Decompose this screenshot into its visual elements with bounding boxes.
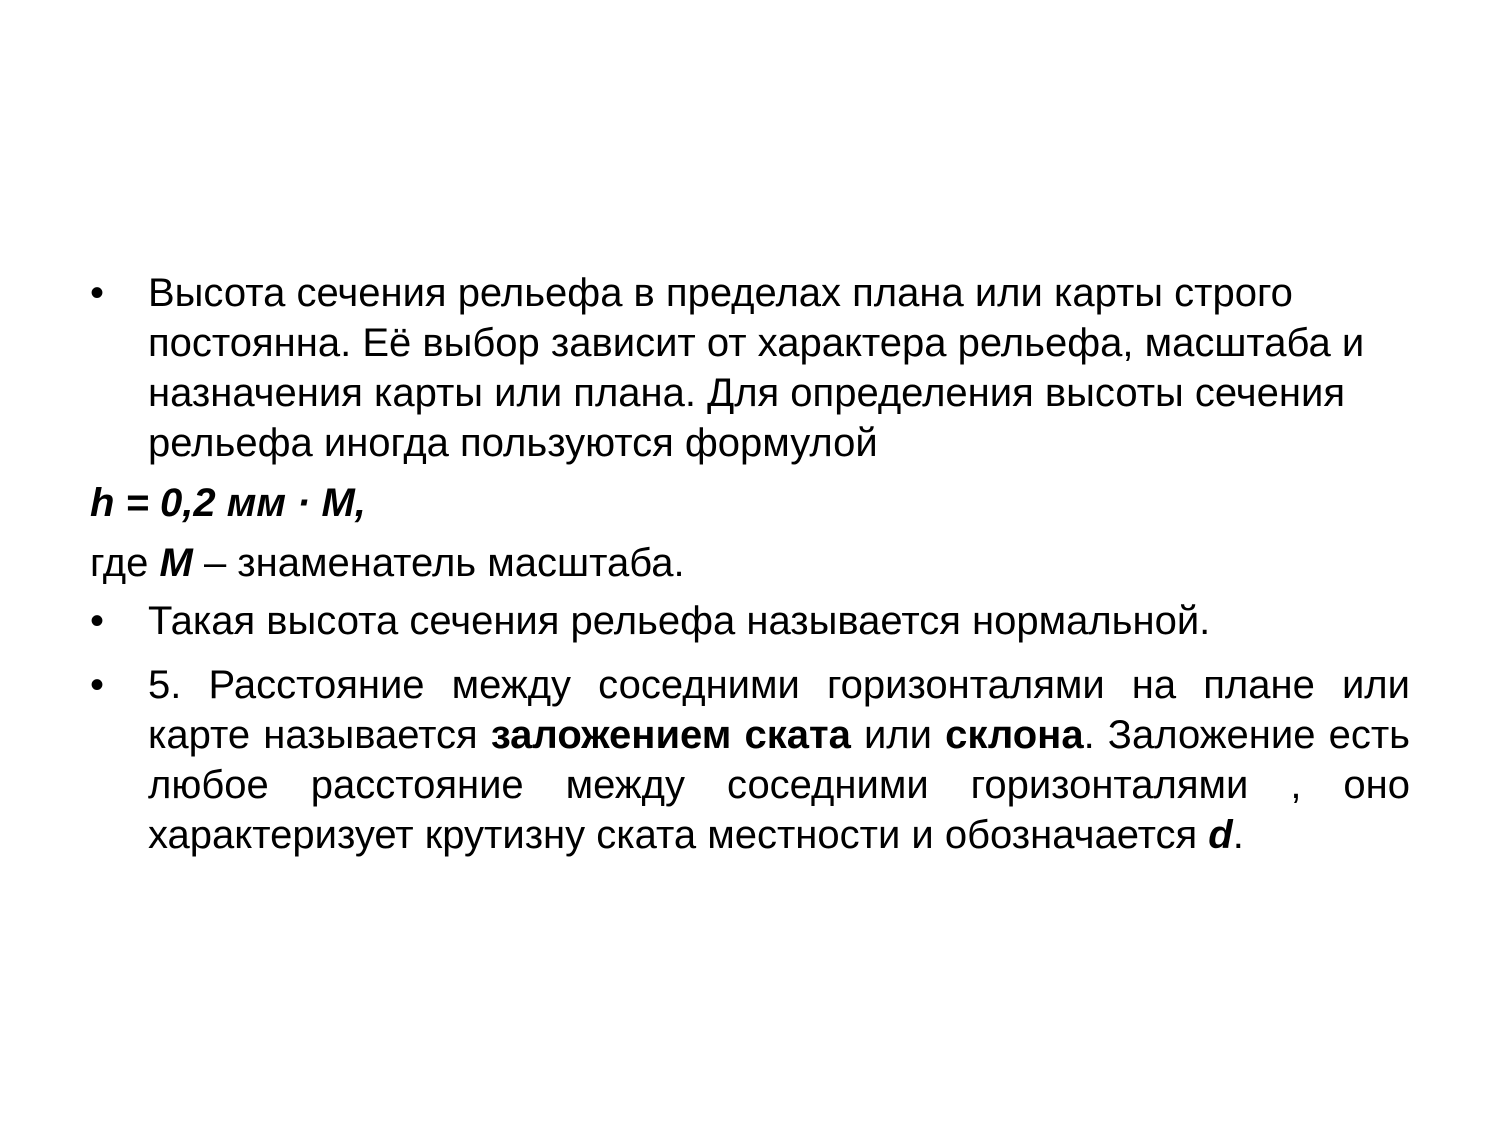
formula-line [90, 478, 1410, 528]
formula-text: h = 0,2 мм · М, [90, 481, 366, 525]
bullet-icon: • [90, 599, 105, 643]
where-symbol: М [159, 541, 193, 585]
where-prefix: где [90, 541, 160, 585]
slope-text-part-1: 5. Расстояние между соседними горизонталями на плане или карте называется [148, 663, 1410, 757]
slope-text-part-4: . [1232, 813, 1244, 857]
term-slope: склона [945, 713, 1084, 757]
bullet-icon: • [90, 663, 105, 707]
bullet-paragraph-slope-spacing [90, 660, 1410, 860]
paragraph-normal-interval-text: Такая высота сечения рельефа называется нормальной. [148, 599, 1211, 643]
where-line [90, 538, 1410, 588]
slope-text-part-3: . Заложение есть любое расстояние между соседними горизонталями , оно характеризует крутизну ската местности и обозначается [148, 713, 1411, 857]
paragraph-slope-spacing-text [148, 660, 1410, 860]
bullet-paragraph-contour-interval [90, 268, 1410, 468]
bullet-paragraph-normal-interval [90, 596, 1410, 646]
slope-text-part-2: или [850, 713, 946, 757]
symbol-d: d [1208, 813, 1233, 857]
term-slope-spacing: заложением ската [490, 713, 851, 757]
where-suffix: – знаменатель масштаба. [192, 541, 685, 585]
slide-content [90, 268, 1410, 860]
paragraph-contour-interval-text: Высота сечения рельефа в пределах плана или карты строго постоянна. Её выбор зависит от характера рельефа, масштаба и назначения карты или плана. Для определения высоты сечения рельефа иногда пользуются формулой [148, 271, 1365, 465]
bullet-icon: • [90, 271, 105, 315]
